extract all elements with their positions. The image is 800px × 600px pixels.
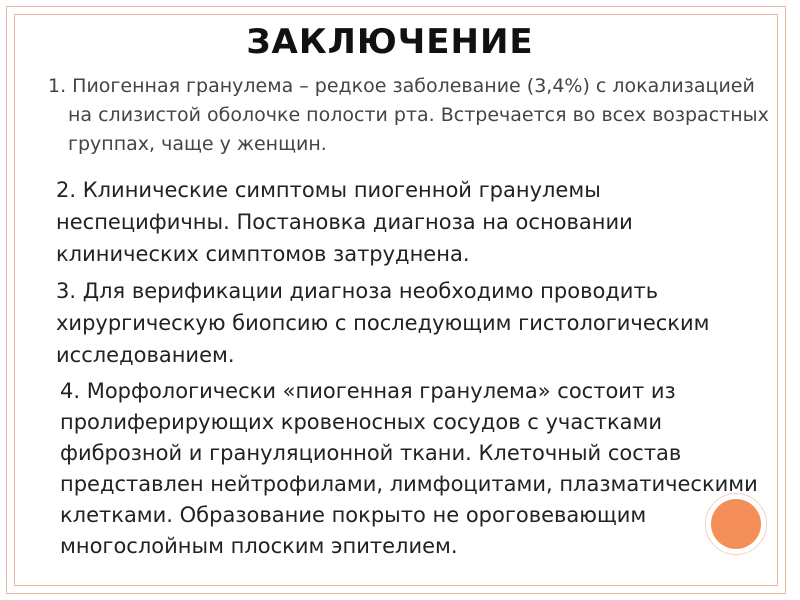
slide-title: ЗАКЛЮЧЕНИЕ bbox=[246, 22, 534, 62]
paragraph-3: 3. Для верификации диагноза необходимо проводить хирургическую биопсию с последующим гистологическим исследованием. bbox=[56, 279, 710, 367]
paragraph-4: 4. Морфологически «пиогенная гранулема» состоит из пролиферирующих кровеносных сосудов с участками фиброзной и грануляционной ткани. Клеточный состав представлен нейтрофилами, лимфоцитами, плазматическими клетками. Образование покрыто не ороговевающим многослойным плоским эпителием. bbox=[60, 379, 758, 558]
paragraph-2: 2. Клинические симптомы пиогенной гранулемы неспецифичны. Постановка диагноза на основании клинических симптомов затруднена. bbox=[56, 178, 633, 266]
paragraph-1: 1. Пиогенная гранулема – редкое заболевание (3,4%) с локализацией на слизистой оболочке полости рта. Встречается во всех возрастных группах, чаще у женщин. bbox=[48, 75, 769, 155]
decorative-circle bbox=[711, 499, 761, 549]
